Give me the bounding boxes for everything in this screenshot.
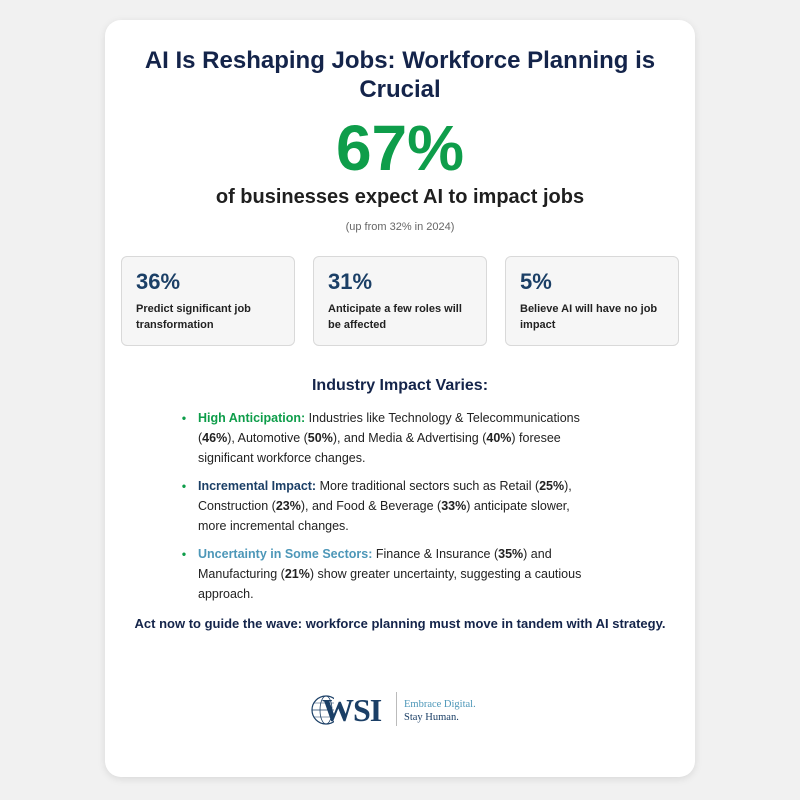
stat-label: Predict significant job transformation <box>136 303 251 331</box>
stat-box-3 <box>505 256 679 346</box>
bullet-text: ), Automotive ( <box>227 431 308 445</box>
bullet-lead: High Anticipation: <box>198 411 306 425</box>
bullet-text: ), and Food & Beverage ( <box>300 499 442 513</box>
headline-text: of businesses expect AI to impact jobs <box>215 186 585 208</box>
bullet-value: 50% <box>307 431 333 445</box>
industry-impact-list <box>179 408 599 612</box>
list-item <box>179 544 599 604</box>
headline-note: (up from 32% in 2024) <box>345 221 455 233</box>
headline-stat: 67% <box>335 112 465 184</box>
list-item <box>179 408 599 468</box>
bullet-value: 21% <box>284 567 310 581</box>
bullet-text: ), and Media & Advertising ( <box>332 431 487 445</box>
bullet-icon: • <box>181 547 187 561</box>
infographic-card <box>105 20 695 777</box>
bullet-value: 46% <box>202 431 228 445</box>
bullet-text: ) foresee significant workforce changes. <box>198 431 561 465</box>
bullet-icon: • <box>181 411 187 425</box>
section-title: Industry Impact Varies: <box>311 377 489 394</box>
stat-value: 31% <box>328 269 373 294</box>
bullet-icon: • <box>181 479 187 493</box>
list-item <box>179 476 599 536</box>
logo-divider <box>396 692 397 726</box>
bullet-text: ) anticipate slower, more incremental changes. <box>198 499 570 533</box>
bullet-text: ), Construction ( <box>198 479 572 513</box>
bullet-value: 40% <box>486 431 512 445</box>
bullet-value: 35% <box>498 547 524 561</box>
bullet-lead: Incremental Impact: <box>198 479 317 493</box>
bullet-text: Finance & Insurance ( <box>375 547 499 561</box>
bullet-text: ) and Manufacturing ( <box>198 547 552 581</box>
bullet-text: ) show greater uncertainty, suggesting a cautious approach. <box>198 567 582 601</box>
call-to-action: Act now to guide the wave: workforce planning must move in tandem with AI strategy. <box>134 616 666 631</box>
stat-value: 5% <box>520 269 552 294</box>
stat-label: Believe AI will have no job impact <box>520 303 658 331</box>
stat-label: Anticipate a few roles will be affected <box>328 303 462 331</box>
bullet-value: 23% <box>275 499 301 513</box>
bullet-value: 33% <box>441 499 467 513</box>
stat-box-1 <box>121 256 295 346</box>
stat-box-2 <box>313 256 487 346</box>
logo-tagline <box>404 698 476 724</box>
bullet-value: 25% <box>539 479 565 493</box>
page-title: AI Is Reshaping Jobs: Workforce Planning is Crucial <box>144 47 656 103</box>
stat-value: 36% <box>136 269 181 294</box>
bullet-text: More traditional sectors such as Retail ( <box>319 479 540 493</box>
tagline-line-1: Embrace Digital. <box>404 699 476 710</box>
bullet-text: Industries like Technology & Telecommunications ( <box>198 411 580 445</box>
wsi-logo <box>308 690 498 730</box>
tagline-line-2: Stay Human. <box>404 712 459 723</box>
logo-brand: WSI <box>322 692 382 728</box>
bullet-lead: Uncertainty in Some Sectors: <box>198 547 373 561</box>
